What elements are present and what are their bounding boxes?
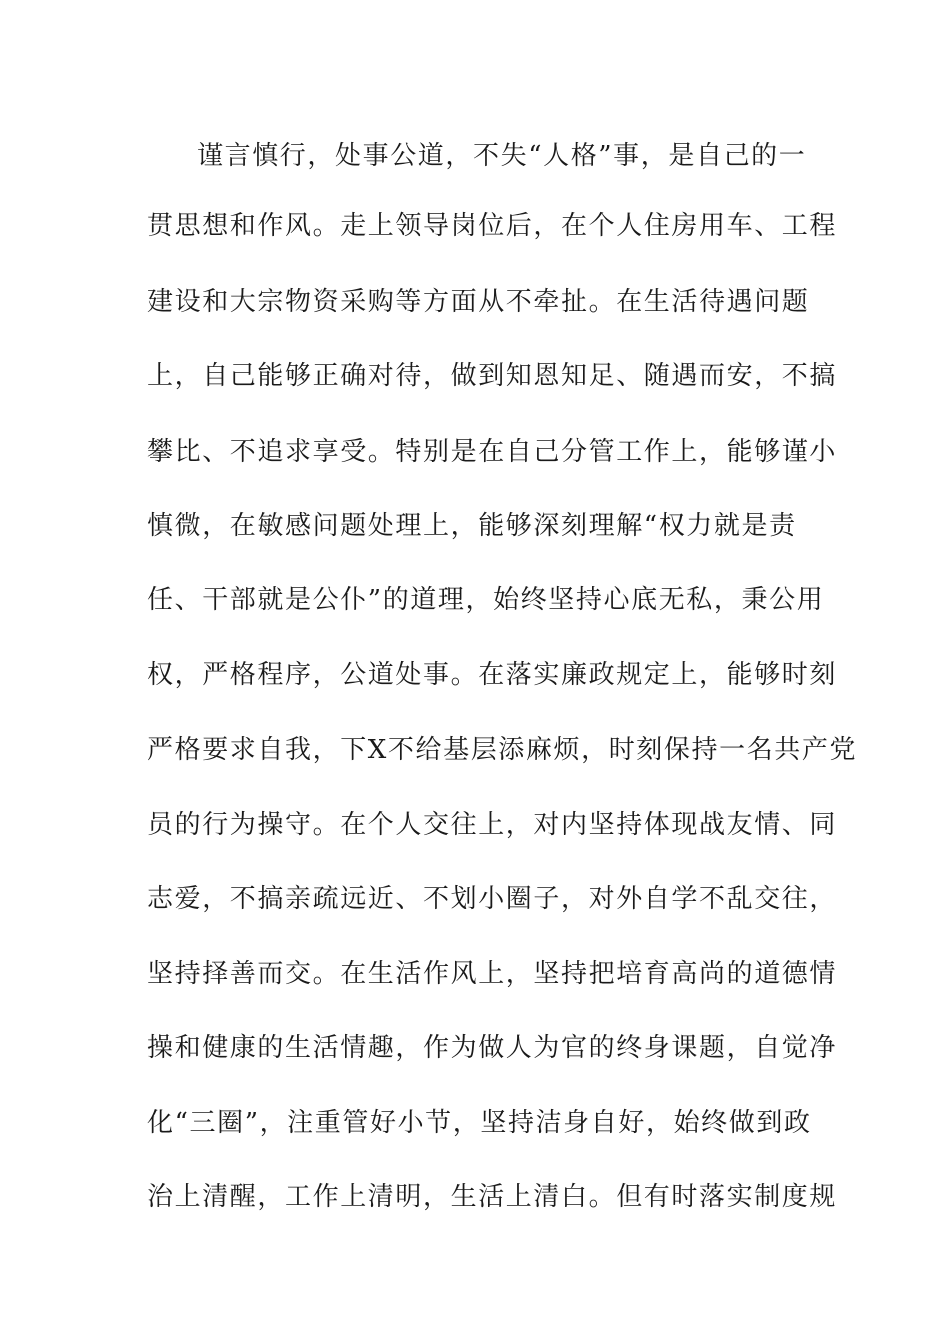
text-line: 治上清醒，工作上清明，生活上清白。但有时落实制度规 <box>147 1182 838 1212</box>
text-line: 上，自己能够正确对待，做到知恩知足、随遇而安，不搞 <box>147 361 838 391</box>
text-line: 操和健康的生活情趣，作为做人为官的终身课题，自觉净 <box>147 1033 838 1063</box>
text-line: 贯思想和作风。走上领导岗位后，在个人住房用车、工程 <box>147 211 838 241</box>
text-line: 坚持择善而交。在生活作风上，坚持把培育高尚的道德情 <box>147 959 838 989</box>
text-line: 谨言慎行，处事公道，不失“人格”事，是自己的一 <box>197 141 807 171</box>
text-line: 慎微，在敏感问题处理上，能够深刻理解“权力就是责 <box>147 511 797 541</box>
text-line: 攀比、不追求享受。特别是在自己分管工作上，能够谨小 <box>147 437 838 467</box>
text-line: 严格要求自我，下X不给基层添麻烦，时刻保持一名共产党 <box>147 735 858 765</box>
text-line: 员的行为操守。在个人交往上，对内坚持体现战友情、同 <box>147 810 838 840</box>
text-line: 权，严格程序，公道处事。在落实廉政规定上，能够时刻 <box>147 660 838 690</box>
text-line: 任、干部就是公仆”的道理，始终坚持心底无私，秉公用 <box>147 585 825 615</box>
text-line: 志爱，不搞亲疏远近、不划小圈子，对外自学不乱交往， <box>147 884 838 914</box>
text-line: 化“三圈”，注重管好小节，坚持洁身自好，始终做到政 <box>147 1108 812 1138</box>
text-line: 建设和大宗物资采购等方面从不牵扯。在生活待遇问题 <box>147 287 810 317</box>
